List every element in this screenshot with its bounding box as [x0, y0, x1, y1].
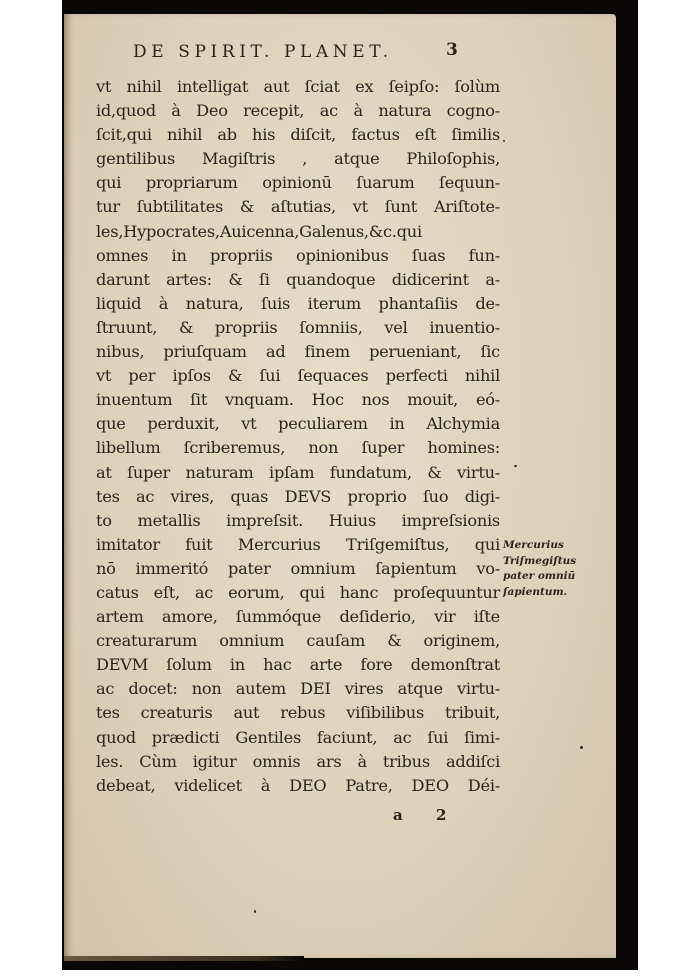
- text-line: tes ac vires, quas DEVS proprio ſuo digi-: [96, 486, 500, 506]
- ink-speck: [254, 910, 256, 913]
- text-line: vt nihil intelligat aut ſciat ex ſeipſo: ſolùm: [96, 77, 500, 96]
- text-line: les,Hypocrates,Auicenna,Galenus,&c.qui: [96, 221, 422, 241]
- marginal-note-line: Mercurius: [503, 539, 564, 551]
- ink-speck: [503, 140, 505, 142]
- text-line: inuentum ſit vnquam. Hoc nos mouit, eó-: [96, 390, 500, 410]
- text-line: ſtruunt, & propriis ſomniis, vel inuentio-: [96, 317, 500, 337]
- text-line: quod prædicti Gentiles faciunt, ac ſui ſimi-: [96, 727, 500, 747]
- page-number: 3: [446, 40, 458, 60]
- text-line: tes creaturis aut rebus viſibilibus tribuit,: [96, 703, 500, 723]
- text-line: omnes in propriis opinionibus ſuas fun-: [96, 245, 500, 265]
- text-line: nō immeritó pater omnium ſapientum vo-: [96, 558, 500, 578]
- text-line: que perduxit, vt peculiarem in Alchymia: [96, 414, 500, 434]
- text-line: imitator fuit Mercurius Triſgemiſtus, qui: [96, 534, 500, 554]
- ink-speck: [580, 746, 583, 749]
- ink-speck: [514, 465, 517, 467]
- text-line: nibus, priuſquam ad finem perueniant, ſic: [96, 342, 500, 362]
- text-line: artem amore, ſummóque deſiderio, vir iſte: [96, 607, 500, 627]
- marginal-note: [503, 538, 613, 600]
- text-line: liquid à natura, ſuis iterum phantaſiis de-: [96, 293, 500, 313]
- text-line: tur ſubtilitates & aſtutias, vt ſunt Ariſtote-: [96, 197, 500, 217]
- text-line: gentilibus Magiſtris , atque Philoſophis,: [96, 149, 500, 169]
- text-line: to metallis impreſsit. Huius impreſsionis: [96, 510, 500, 530]
- marginal-note-line: Triſmegiſtus: [503, 554, 577, 567]
- text-line: darunt artes: & ſi quandoque didicerint a-: [96, 269, 500, 289]
- text-line: qui propriarum opinionū ſuarum ſequun-: [96, 173, 500, 193]
- running-head: DE SPIRIT. PLANET.: [133, 42, 393, 62]
- body-text: [96, 75, 500, 798]
- signature-mark: a 2: [393, 806, 461, 824]
- text-line: ac docet: non autem DEI vires atque virtu-: [96, 679, 500, 699]
- text-line: catus eſt, ac eorum, qui hanc proſequuntur: [96, 582, 500, 602]
- text-line: libellum ſcriberemus, non ſuper homines:: [96, 438, 500, 458]
- text-line: id,quod à Deo recepit, ac à natura cogno-: [96, 101, 500, 121]
- text-line: debeat, videlicet à DEO Patre, DEO Déi-: [96, 775, 500, 795]
- text-line: vt per ipſos & ſui ſequaces perfecti nihil: [96, 366, 500, 386]
- text-line: ſcit,qui nihil ab his diſcit, factus eſt ſimilis: [96, 125, 500, 145]
- marginal-note-line: pater omniū: [503, 570, 576, 582]
- marginal-note-line: ſapientum.: [503, 585, 568, 598]
- text-line: at ſuper naturam ipſam fundatum, & virtu-: [96, 462, 500, 482]
- text-line: les. Cùm igitur omnis ars à tribus addiſci: [96, 751, 500, 771]
- page-bottom-edge: [64, 956, 304, 961]
- text-line: creaturarum omnium cauſam & originem,: [96, 631, 500, 651]
- text-line: DEVM ſolum in hac arte fore demonſtrat: [96, 655, 500, 675]
